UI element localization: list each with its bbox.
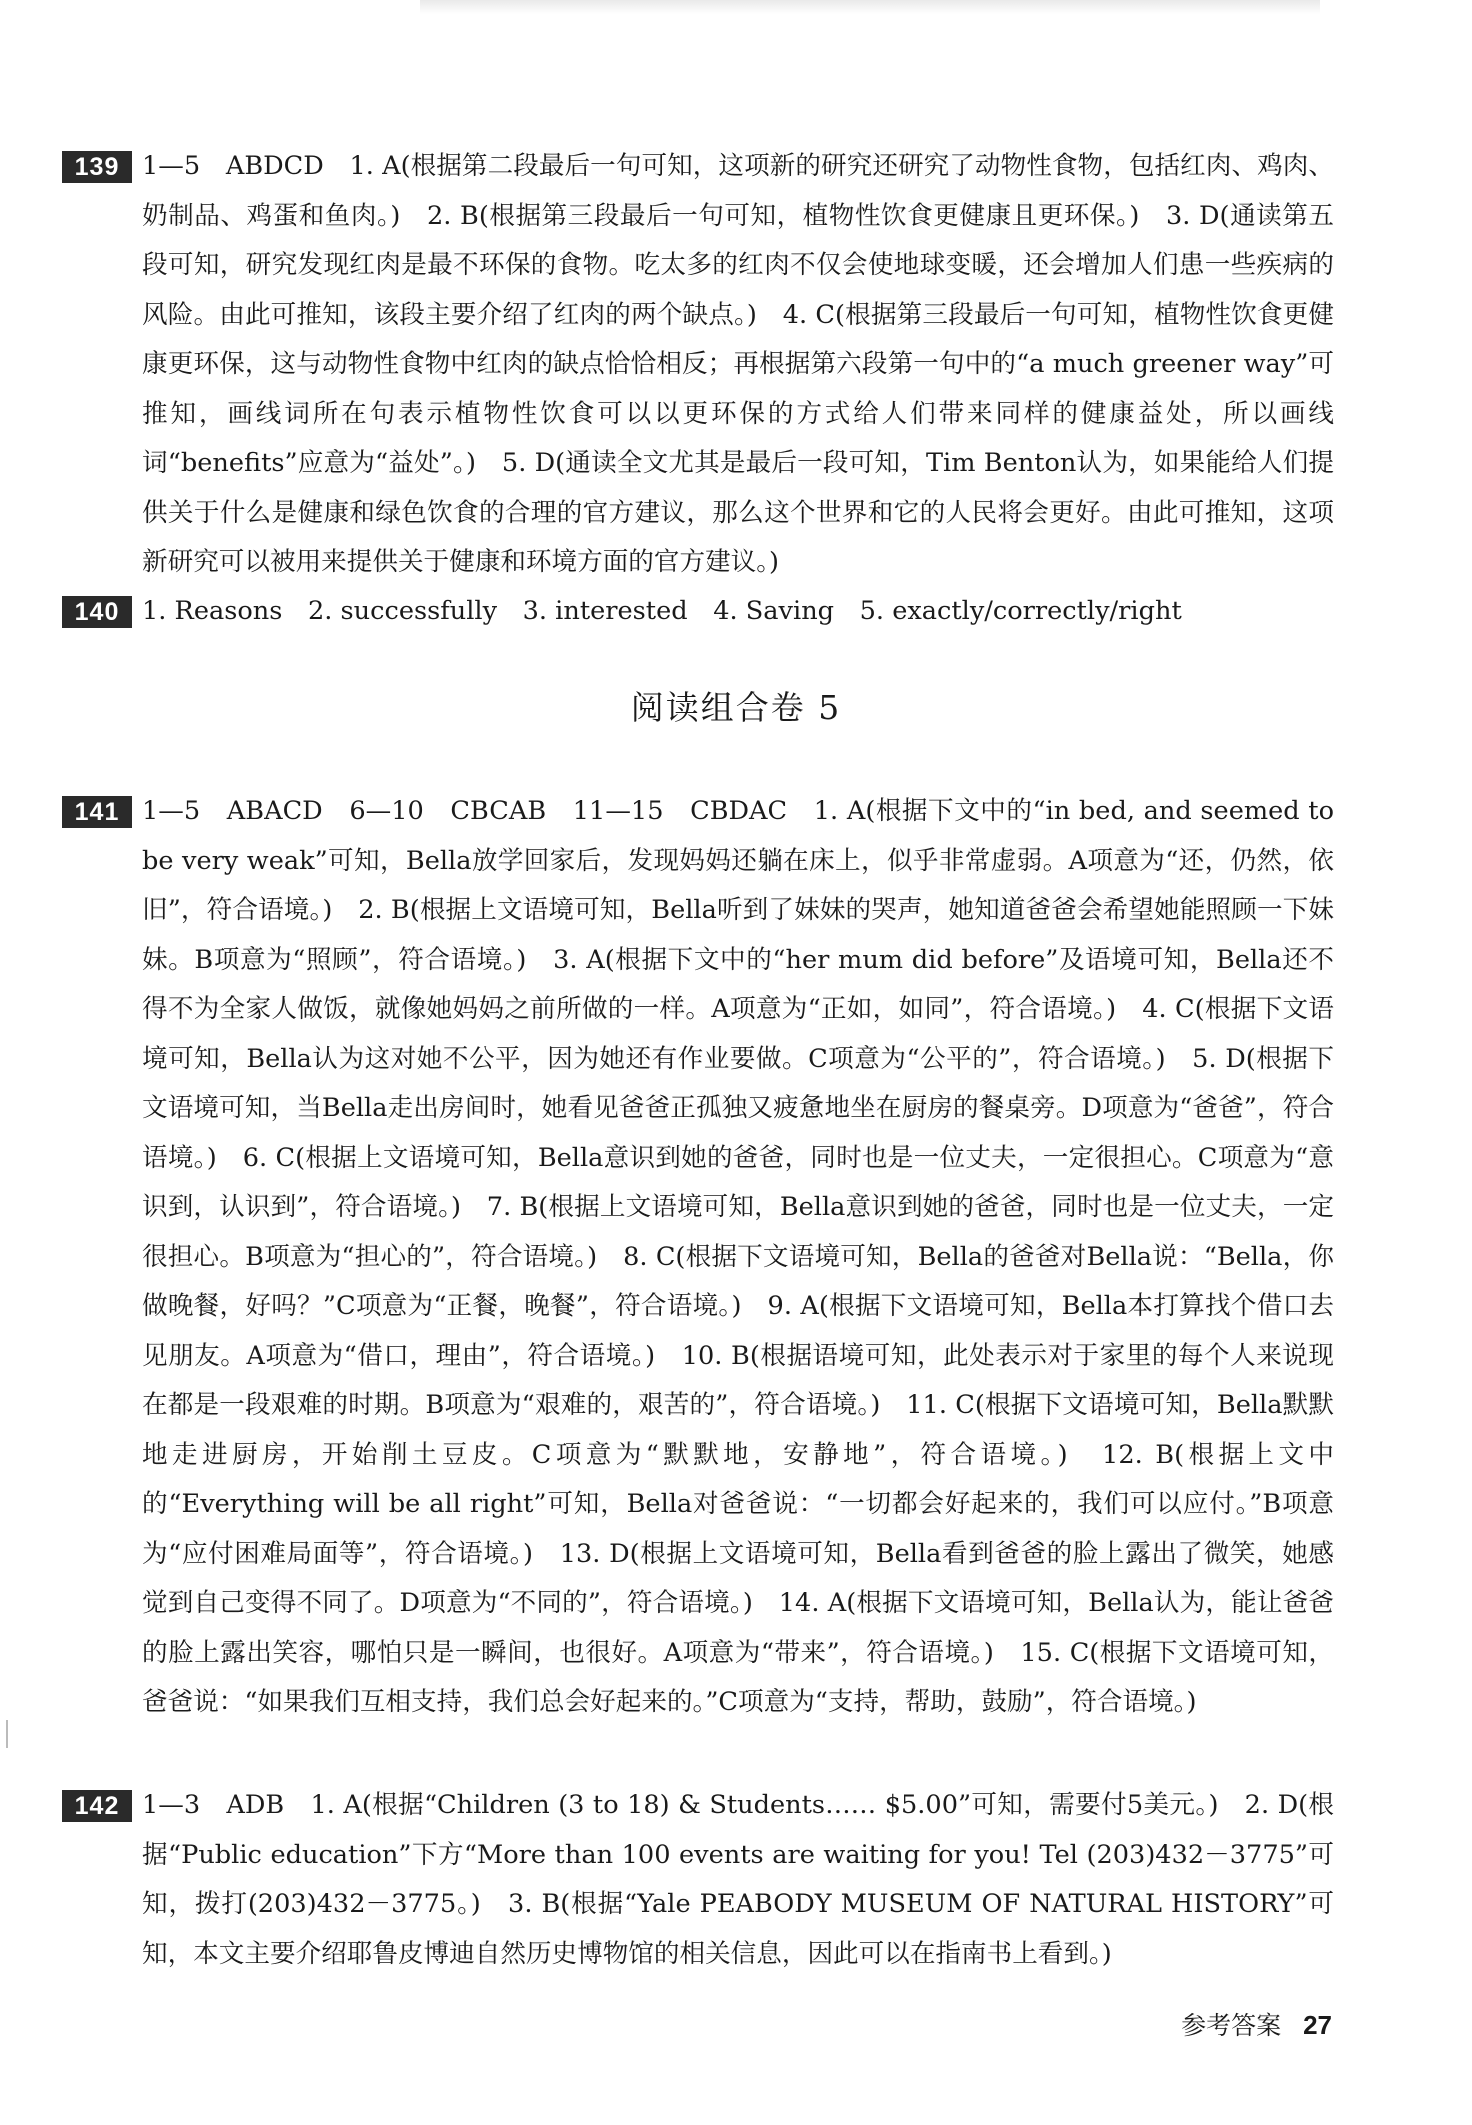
answer-entry-142 [62,1781,1334,1979]
question-number-badge: 139 [62,151,132,183]
scan-margin-mark [6,1720,8,1748]
answer-text: 1. Reasons 2. successfully 3. interested 4. Saving 5. exactly/correctly/right [142,596,1182,626]
footer-label: 参考答案 [1181,2011,1282,2040]
page-footer [1181,2006,1332,2042]
question-number-badge: 140 [62,596,132,628]
page-number: 27 [1303,2010,1332,2040]
question-number-badge: 142 [62,1790,132,1822]
answer-text: 1—3 ADB 1. A(根据“Children (3 to 18) & Students…… $5.00”可知，需要付5美元。) 2. D(根据“Public education”下方“More than 100 events are waiting for you! Tel (203)432－3775”可知，拨打(203)432－3775。) 3. B(根据“Yale PEABODY MUSEUM OF NATURAL HISTORY”可知，本文主要介绍耶鲁皮博迪自然历史博物馆的相关信息，因此可以在指南书上看到。) [142,1790,1334,1969]
answer-entry-141 [62,787,1334,1728]
section-title: 阅读组合卷 5 [630,688,842,727]
answer-text: 1—5 ABDCD 1. A(根据第二段最后一句可知，这项新的研究还研究了动物性食物，包括红肉、鸡肉、奶制品、鸡蛋和鱼肉。) 2. B(根据第三段最后一句可知，植物性饮食更健康且更环保。) 3. D(通读第五段可知，研究发现红肉是最不环保的食物。吃太多的红肉不仅会使地球变暖，还会增加人们患一些疾病的风险。由此可推知，该段主要介绍了红肉的两个缺点。) 4. C(根据第三段最后一句可知，植物性饮食更健康更环保，这与动物性食物中红肉的缺点恰恰相反；再根据第六段第一句中的“a much greener way”可推知，画线词所在句表示植物性饮食可以以更环保的方式给人们带来同样的健康益处，所以画线词“benefits”应意为“益处”。) 5. D(通读全文尤其是最后一段可知，Tim Benton认为，如果能给人们提供关于什么是健康和绿色饮食的合理的官方建议，那么这个世界和它的人民将会更好。由此可推知，这项新研究可以被用来提供关于健康和环境方面的官方建议。) [142,151,1334,577]
scan-top-edge [420,0,1320,14]
answer-entry-139 [62,142,1334,588]
answer-text: 1—5 ABACD 6—10 CBCAB 11—15 CBDAC 1. A(根据下文中的“in bed, and seemed to be very weak”可知，Bella放学回家后，发现妈妈还躺在床上，似乎非常虚弱。A项意为“还，仍然，依旧”，符合语境。) 2. B(根据上文语境可知，Bella听到了妹妹的哭声，她知道爸爸会希望她能照顾一下妹妹。B项意为“照顾”，符合语境。) 3. A(根据下文中的“her mum did before”及语境可知，Bella还不得不为全家人做饭，就像她妈妈之前所做的一样。A项意为“正如，如同”，符合语境。) 4. C(根据下文语境可知，Bella认为这对她不公平，因为她还有作业要做。C项意为“公平的”，符合语境。) 5. D(根据下文语境可知，当Bella走出房间时，她看见爸爸正孤独又疲惫地坐在厨房的餐桌旁。D项意为“爸爸”，符合语境。) 6. C(根据上文语境可知，Bella意识到她的爸爸，同时也是一位丈夫，一定很担心。C项意为“意识到，认识到”，符合语境。) 7. B(根据上文语境可知，Bella意识到她的爸爸，同时也是一位丈夫，一定很担心。B项意为“担心的”，符合语境。) 8. C(根据下文语境可知，Bella的爸爸对Bella说：“Bella，你做晚餐，好吗？”C项意为“正餐，晚餐”，符合语境。) 9. A(根据下文语境可知，Bella本打算找个借口去见朋友。A项意为“借口，理由”，符合语境。) 10. B(根据语境可知，此处表示对于家里的每个人来说现在都是一段艰难的时期。B项意为“艰难的，艰苦的”，符合语境。) 11. C(根据下文语境可知，Bella默默地走进厨房，开始削土豆皮。C项意为“默默地，安静地”，符合语境。) 12. B(根据上文中的“Everything will be all right”可知，Bella对爸爸说：“一切都会好起来的，我们可以应付。”B项意为“应付困难局面等”，符合语境。) 13. D(根据上文语境可知，Bella看到爸爸的脸上露出了微笑，她感觉到自己变得不同了。D项意为“不同的”，符合语境。) 14. A(根据下文语境可知，Bella认为，能让爸爸的脸上露出笑容，哪怕只是一瞬间，也很好。A项意为“带来”，符合语境。) 15. C(根据下文语境可知，爸爸说：“如果我们互相支持，我们总会好起来的。”C项意为“支持，帮助，鼓励”，符合语境。) [142,796,1334,1717]
question-number-badge: 141 [62,796,132,828]
answer-entry-140 [62,587,1334,637]
